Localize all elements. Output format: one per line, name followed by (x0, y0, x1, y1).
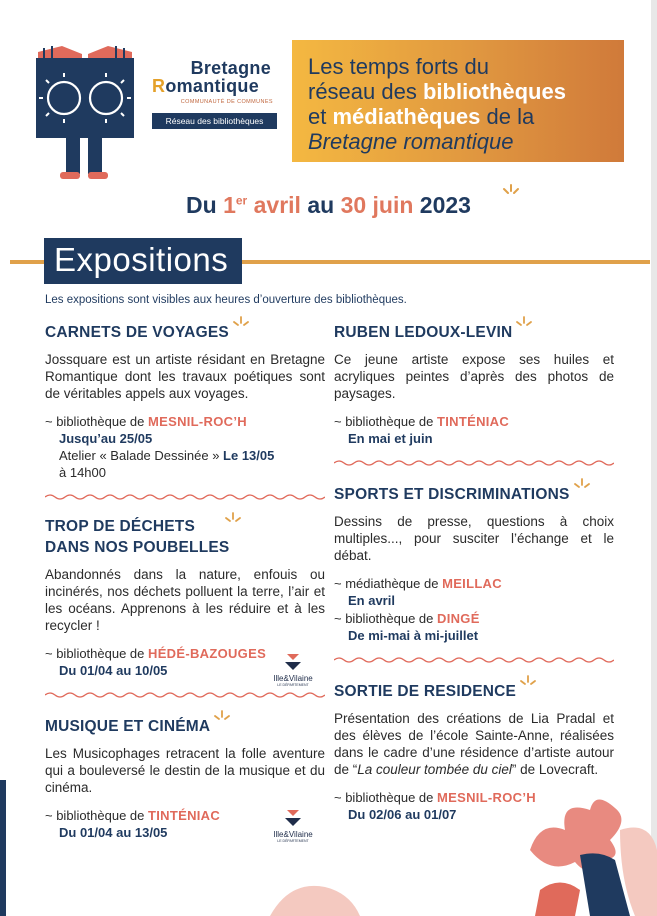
page-edge (651, 0, 657, 916)
date-day1: 1 (223, 192, 236, 218)
exhibit-heading (334, 681, 538, 702)
brand-name-line1: Bretagne (190, 58, 271, 78)
date-range (0, 192, 657, 219)
exhibit-description: Ce jeune artiste expose ses huiles et acryliques peintes d’après des photos de paysages. (334, 352, 614, 401)
exhibit-heading (334, 322, 534, 343)
exhibit-ruben (334, 322, 614, 472)
exhibit-location (334, 414, 614, 430)
department-name: Ille&Vilaine (273, 830, 313, 839)
sparkle-icon (572, 476, 592, 496)
title-box (292, 40, 624, 162)
sparkle-icon (223, 510, 243, 530)
title-line-4 (308, 129, 614, 154)
brand-subtitle: COMMUNAUTÉ DE COMMUNES (180, 99, 273, 105)
flower-decoration-icon (520, 790, 657, 916)
heading-text: MUSIQUE ET CINÉMA (45, 718, 211, 735)
location-prefix: ~ bibliothèque de (45, 414, 149, 429)
location-prefix: ~ bibliothèque de (334, 611, 438, 626)
location-name: TINTÉNIAC (437, 414, 510, 429)
title-line-3b: médiathèques (332, 104, 481, 129)
left-column (45, 322, 325, 841)
exhibit-date: En avril (348, 593, 395, 608)
exhibit-location-2 (334, 611, 614, 627)
exhibit-heading (45, 322, 251, 343)
left-decor-stripe (0, 780, 6, 916)
leaf-decoration-icon (270, 875, 360, 916)
workshop-text: Atelier « Balade Dessinée » (59, 448, 224, 463)
department-logo (265, 652, 321, 690)
exhibit-heading (45, 716, 232, 737)
heading-text: CARNETS DE VOYAGES (45, 324, 229, 341)
location-name: MESNIL-ROC’H (148, 414, 247, 429)
title-line-2a: réseau des (308, 79, 423, 104)
title-line-3c: de la (480, 104, 535, 129)
department-name: Ille&Vilaine (273, 674, 313, 683)
location-name: HÉDÉ-BAZOUGES (148, 646, 267, 661)
department-emblem-icon (283, 652, 303, 672)
book-character-logo-icon (30, 40, 140, 190)
title-line-3 (308, 104, 614, 129)
department-logo (265, 808, 321, 846)
wavy-divider (45, 493, 325, 501)
exhibit-date-2: De mi-mai à mi-juillet (348, 628, 479, 643)
location-name: MESNIL-ROC’H (437, 790, 536, 805)
section-intro: Les expositions sont visibles aux heures d’ouverture des bibliothèques. (45, 294, 407, 306)
brand-logo (152, 58, 277, 129)
exhibit-description: Abandonnés dans la nature, enfouis ou incinérés, nos déchets polluent la terre, l’air et les océans. Apprenons à les réduire et à les recycler ! (45, 567, 325, 633)
desc-italic: La couleur tombée du ciel (357, 762, 512, 777)
sparkle-icon (518, 673, 538, 693)
location-prefix: ~ bibliothèque de (334, 790, 438, 805)
exhibit-location (334, 576, 614, 592)
date-au: au (300, 192, 341, 218)
date-sup: er (235, 193, 248, 208)
exhibit-date: Jusqu’au 25/05 (59, 431, 153, 446)
sparkle-icon (500, 183, 522, 205)
exhibit-heading (45, 516, 251, 558)
heading-text: RUBEN LEDOUX-LEVIN (334, 324, 513, 341)
sparkle-icon (212, 708, 232, 728)
title-line-2b: bibliothèques (422, 79, 566, 104)
exhibit-date: En mai et juin (348, 431, 433, 446)
heading-text-2: DANS NOS POUBELLES (45, 539, 230, 556)
exhibit-carnets (45, 322, 325, 506)
brand-name-line2 (152, 76, 277, 97)
location-prefix: ~ bibliothèque de (45, 646, 149, 661)
exhibit-date: Du 01/04 au 10/05 (59, 663, 168, 678)
title-line-1: Les temps forts du (308, 54, 489, 79)
date-day2: 30 juin (340, 192, 414, 218)
brand-rest: omantique (165, 76, 260, 96)
exhibit-description: Les Musicophages retracent la folle aventure qui a bouleversé le destin de la musique et du cinéma. (45, 746, 325, 795)
location-name: DINGÉ (437, 611, 480, 626)
exhibit-workshop-time: à 14h00 (59, 465, 106, 480)
exhibit-location (45, 414, 325, 430)
title-line-4-italic: Bretagne romantique (308, 129, 514, 154)
title-line-2 (308, 79, 614, 104)
exhibit-description: Jossquare est un artiste résidant en Bretagne Romantique dont les travaux poétiques sont de véritables appels aux voyages. (45, 352, 325, 401)
sparkle-icon (514, 314, 534, 334)
brand-r-letter: R (152, 76, 166, 96)
wavy-divider (334, 656, 614, 664)
location-prefix: ~ médiathèque de (334, 576, 443, 591)
location-name: MEILLAC (442, 576, 502, 591)
heading-text-1: TROP DE DÉCHETS (45, 518, 195, 535)
title-line-3a: et (308, 104, 333, 129)
department-emblem-icon (283, 808, 303, 828)
wavy-divider (334, 459, 614, 467)
department-label: LE DÉPARTEMENT (277, 839, 309, 843)
heading-text: SORTIE DE RESIDENCE (334, 683, 517, 700)
heading-text: SPORTS ET DISCRIMINATIONS (334, 486, 570, 503)
location-prefix: ~ bibliothèque de (334, 414, 438, 429)
date-month1: avril (247, 192, 301, 218)
desc-part-a: Présentation des créations de Lia Pradal et des élèves de l’école Sainte-Anne, réalisées dans le cadre d’une résidence d’artiste autour de “ (334, 711, 614, 777)
location-name: TINTÉNIAC (148, 808, 221, 823)
date-du: Du (186, 192, 224, 218)
exhibit-description (334, 710, 614, 778)
exhibit-heading (334, 484, 592, 505)
exhibit-description: Dessins de presse, questions à choix multiples..., pour susciter l’échange et le débat. (334, 514, 614, 563)
exhibit-sports (334, 484, 614, 669)
exhibit-workshop (59, 447, 325, 464)
workshop-date: Le 13/05 (223, 448, 275, 463)
right-column (334, 322, 614, 823)
department-label: LE DÉPARTEMENT (277, 683, 309, 687)
brand-network-box: Réseau des bibliothèques (152, 113, 277, 129)
date-year: 2023 (413, 192, 471, 218)
exhibit-date: Du 02/06 au 01/07 (348, 807, 457, 822)
location-prefix: ~ bibliothèque de (45, 808, 149, 823)
wavy-divider (45, 691, 325, 699)
section-title: Expositions (44, 238, 242, 284)
desc-part-b: ” de Lovecraft. (511, 762, 599, 777)
exhibit-date: Du 01/04 au 13/05 (59, 825, 168, 840)
sparkle-icon (231, 314, 251, 334)
